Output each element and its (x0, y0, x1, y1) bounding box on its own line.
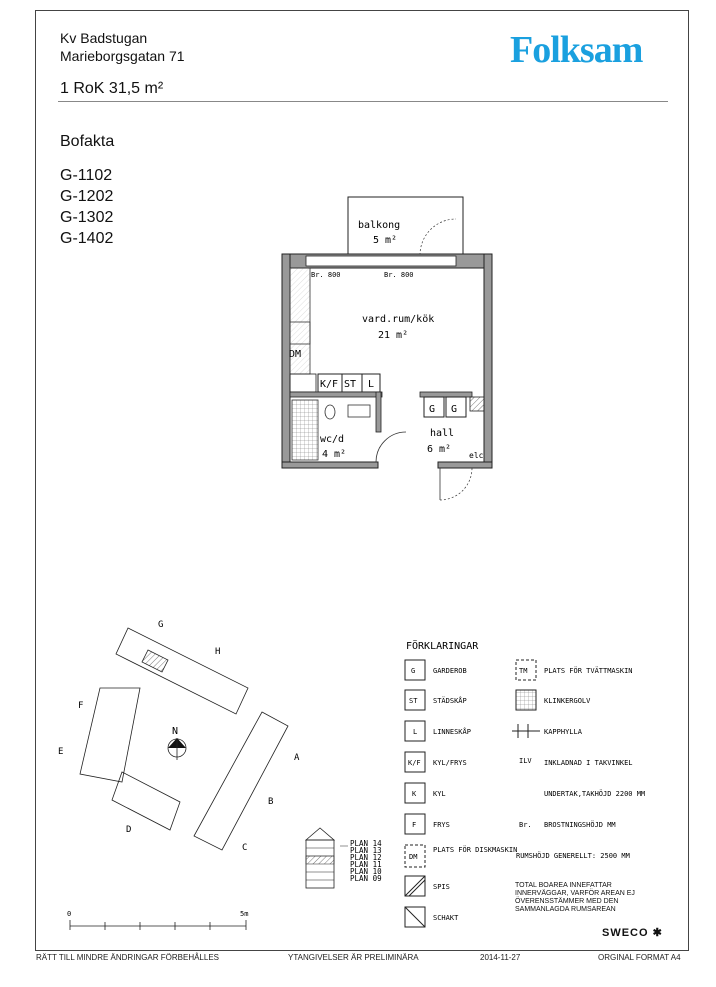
legend-symbol: ILV (519, 757, 532, 765)
legend-text: LINNESKÅP (433, 728, 471, 736)
scale-start: 0 (67, 910, 72, 918)
legend-symbol: Br. (519, 821, 532, 829)
legend-text: BROSTNINGSHÖJD MM (544, 821, 616, 829)
facts-title: Bofakta (60, 133, 115, 150)
floor-label: PLAN 14 (350, 839, 382, 848)
footer-format: ORGINAL FORMAT A4 (598, 953, 681, 962)
footer-preliminary: YTANGIVELSER ÄR PRELIMINÄRA (288, 953, 419, 962)
apartment-code: G-1402 (60, 230, 114, 247)
elc-label: elc (469, 451, 484, 460)
legend-text: RUMSHÖJD GENERELLT: 2500 MM (516, 852, 630, 860)
legend-text: FRYS (433, 821, 450, 829)
legend-text: PLATS FÖR DISKMASKIN (433, 846, 518, 854)
company-name: SWECO (602, 927, 649, 939)
floor-label: PLAN 11 (350, 860, 382, 869)
legend-symbol: K (412, 790, 417, 798)
balcony-area: 5 m² (373, 235, 398, 246)
building-label-d: D (126, 825, 132, 835)
floor-label: PLAN 09 (350, 874, 382, 883)
apartment-code: G-1302 (60, 209, 114, 226)
scale-end: 5m (240, 910, 249, 918)
total-area-note: TOTAL BOAREA INNEFATTAR INNERVÄGGAR, VARFÖR AREAN EJ ÖVERENSSTÄMMER MED DEN SAMMANLAGDA RUMSAREAN (515, 882, 635, 913)
st-label: ST (344, 379, 357, 390)
building-label-e: E (58, 747, 64, 757)
legend-text: STÄDSKÅP (433, 697, 467, 705)
g-label: G (451, 404, 458, 415)
legend-text: KAPPHYLLA (544, 728, 582, 736)
legend-symbol: L (413, 728, 418, 736)
hall-name: hall (430, 428, 455, 439)
sweco-mark-icon: ✱ (652, 927, 663, 939)
legend-text: SPIS (433, 883, 450, 891)
building-label-g: G (158, 620, 164, 630)
legend-text: SCHAKT (433, 914, 459, 922)
legend-symbol: DM (409, 853, 418, 861)
building-label-b: B (268, 797, 274, 807)
legend-title: FÖRKLARINGAR (406, 641, 479, 652)
legend-text: INKLADNAD I TAKVINKEL (544, 759, 633, 767)
hall-area: 6 m² (427, 444, 452, 455)
door-width-2: Br. 800 (384, 271, 414, 279)
l-label: L (368, 379, 375, 390)
sweco-logo (602, 926, 663, 939)
living-area: 21 m² (378, 330, 409, 341)
apartment-code: G-1102 (60, 167, 113, 184)
building-label-h: H (215, 647, 221, 657)
legend-text: KYL (433, 790, 446, 798)
apartment-size: 1 RoK 31,5 m² (60, 80, 164, 97)
folksam-logo: Folksam (510, 29, 643, 71)
legend-text: PLATS FÖR TVÄTTMASKIN (544, 667, 633, 675)
address: Marieborgsgatan 71 (60, 48, 185, 64)
legend-text: GARDEROB (433, 667, 467, 675)
legend-symbol: TM (519, 667, 528, 675)
legend-symbol: F (412, 821, 417, 829)
property-name: Kv Badstugan (60, 30, 148, 46)
dm-label: DM (289, 349, 302, 360)
door-width-1: Br. 800 (311, 271, 341, 279)
building-label-f: F (78, 701, 84, 711)
floor-label: PLAN 13 (350, 846, 382, 855)
kf-label: K/F (320, 379, 339, 390)
wc-name: wc/d (320, 434, 345, 445)
building-label-a: A (294, 753, 300, 763)
floor-label: PLAN 12 (350, 853, 382, 862)
footer-date: 2014-11-27 (480, 953, 521, 962)
legend-symbol: K/F (408, 759, 421, 767)
legend-symbol: ST (409, 697, 418, 705)
legend-symbol: G (411, 667, 416, 675)
legend-text: UNDERTAK,TAKHÖJD 2200 MM (544, 790, 646, 798)
north-label: N (172, 726, 179, 737)
footer-reservation: RÄTT TILL MINDRE ÄNDRINGAR FÖRBEHÅLLES (36, 953, 219, 962)
apartment-code: G-1202 (60, 188, 114, 205)
wc-area: 4 m² (322, 449, 347, 460)
living-name: vard.rum/kök (362, 314, 435, 325)
floor-label: PLAN 10 (350, 867, 382, 876)
legend-text: KYL/FRYS (433, 759, 467, 767)
balcony-name: balkong (358, 220, 401, 231)
legend-text: KLINKERGOLV (544, 697, 591, 705)
building-label-c: C (242, 843, 248, 853)
g-label: G (429, 404, 436, 415)
